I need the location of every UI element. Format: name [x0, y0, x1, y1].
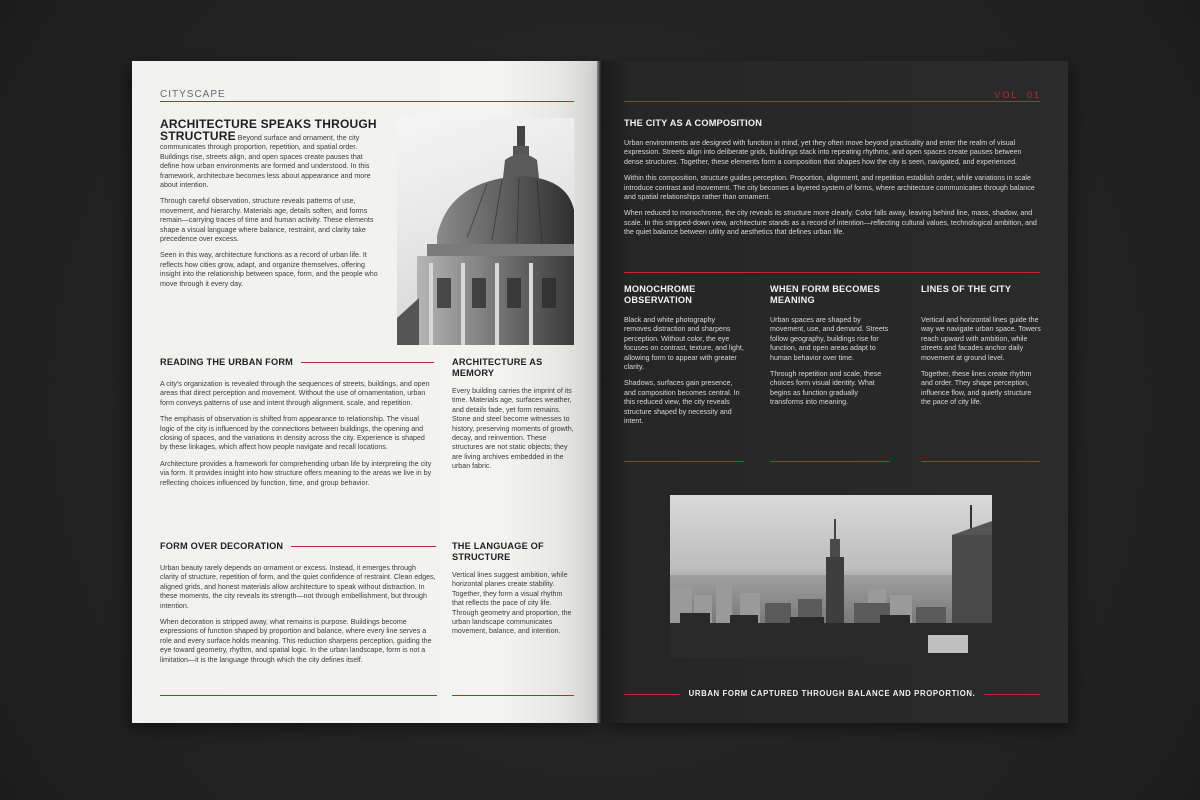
column-paragraph-2: Through repetition and scale, these choices form visual identity. What begins as function gradually transforms into meaning.	[770, 370, 882, 407]
composition-heading: THE CITY AS A COMPOSITION	[624, 118, 763, 128]
feature-article	[160, 117, 378, 296]
column-heading-line1: MONOCHROME	[624, 284, 696, 294]
column-heading-line2: MEANING	[770, 295, 815, 305]
photo-caption: URBAN FORM CAPTURED THROUGH BALANCE AND PROPORTION.	[688, 689, 976, 698]
memory-heading-line2: MEMORY	[452, 368, 495, 378]
column-rule-1	[624, 461, 744, 462]
language-heading-line2: STRUCTURE	[452, 552, 511, 562]
left-page	[132, 61, 599, 723]
skyline-photo	[670, 495, 992, 658]
column-paragraph-1: Urban spaces are shaped by movement, use, and demand. Streets follow geography, buildings rise for function, and open areas adapt to human behavior over time.	[770, 316, 889, 362]
header-rule	[160, 101, 574, 102]
column-paragraph-1: Black and white photography removes distraction and sharpens perception. Without color, the eye focuses on contrast, texture, and light, allowing form to appear with greater clarity.	[624, 316, 744, 372]
feature-paragraph-2: Through careful observation, structure reveals patterns of use, movement, and hierarchy. Materials age, details soften, and forms remain—carrying traces of time and human activity. These elements shape a visual language where balance, restraint, and clarity take precedence over excess.	[160, 197, 374, 244]
decoration-paragraph-2: When decoration is stripped away, what remains is purpose. Buildings become expressions of function shaped by proportion and balance, where every line serves a role and every surface holds meaning. This reduction sharpens perception, guiding the eye toward geometry, rhythm, and spatial logic. In the urban landscape, form is not a limitation—it is the language through which the city defines itself.	[160, 618, 432, 664]
column-rule-3	[921, 461, 1040, 462]
decoration-section	[160, 541, 436, 672]
feature-paragraph-3: Seen in this way, architecture functions as a record of urban life. It reflects how cities grow, adapt, and organize themselves, offering insight into the relationship between space, form, and the people who move through it every day.	[160, 251, 378, 288]
section-divider	[624, 272, 1040, 273]
footer-rule-right	[452, 695, 574, 696]
decoration-heading: FORM OVER DECORATION	[160, 541, 284, 551]
memory-paragraph: Every building carries the imprint of its time. Materials age, surfaces weather, and details fade, yet form remains. Stone and steel become witnesses to history, preserving moments of growth, decay, and reinvention. These structures are not static objects; they are living archives embedded in the urban fabric.	[452, 387, 574, 471]
column-rule-2	[770, 461, 890, 462]
column-paragraph-2: Shadows, surfaces gain presence, and composition becomes central. In this reduced view, the city reveals structure shaped by necessity and intent.	[624, 379, 740, 426]
column-heading-line1: LINES OF THE CITY	[921, 284, 1012, 294]
caption-rule-left	[624, 694, 680, 695]
feature-p1-rest: communicates through proportion, repetition, and spatial order. Buildings rise, streets align, and open spaces create pauses that define how urban environments are formed and understood. In this framework, architecture becomes less about appearance and more about intention.	[160, 143, 371, 190]
memory-section	[452, 357, 574, 479]
column-lines	[921, 284, 1041, 415]
feature-p1-lead: Beyond surface and ornament, the city	[237, 134, 360, 142]
header-rule-right-page	[624, 101, 1040, 102]
reading-section	[160, 357, 434, 495]
composition-paragraph-2: Within this composition, structure guides perception. Proportion, alignment, and repetition establish order, while variations in scale introduce contrast and movement. The city becomes a layered system of forms, where architecture communicates through balance and spatial relationships rather than ornament.	[624, 174, 1035, 202]
feature-heading-line2: STRUCTURE	[160, 129, 236, 143]
caption-rule-right	[984, 694, 1040, 695]
language-heading-line1: THE LANGUAGE OF	[452, 541, 544, 551]
column-meaning	[770, 284, 890, 415]
feature-paragraph-1	[160, 131, 378, 190]
column-heading-line1: WHEN FORM BECOMES	[770, 284, 881, 294]
reading-paragraph-3: Architecture provides a framework for comprehending urban life by interpreting the city via form. It provides insight into how structure offers meaning to the areas we live in by reflecting choices influenced by function, time, and group behavior.	[160, 459, 432, 487]
reading-paragraph-1: A city's organization is revealed through the sequences of streets, buildings, and open areas that direct perception and movement. Without the use of ornamentation, urban form conveys patterns of use and intent through alignment, scale, and repetition.	[160, 380, 430, 407]
composition-section	[624, 118, 1040, 245]
column-heading-line2: OBSERVATION	[624, 295, 693, 305]
language-paragraph: Vertical lines suggest ambition, while horizontal planes create stability. Together, they form a visual rhythm that reflects the pace of city life. Through geometry and proportion, the urban landscape communicates movement, balance, and intention.	[452, 571, 572, 636]
decoration-paragraph-1: Urban beauty rarely depends on ornament or excess. Instead, it emerges through clarity of structure, repetition of form, and the quiet confidence of restraint. Clean edges, aligned grids, and honest materials allow architecture to speak without distraction. In these moments, the city reveals its strength—not through embellishment, but through intention.	[160, 564, 436, 610]
volume-label: VOL 01	[994, 90, 1041, 100]
column-paragraph-2: Together, these lines create rhythm and order. They shape perception, influence flow, and quietly structure the pace of city life.	[921, 370, 1032, 407]
decoration-heading-rule	[291, 546, 436, 547]
composition-paragraph-3: When reduced to monochrome, the city reveals its structure more clearly. Color falls away, leaving behind line, mass, shadow, and scale. In this stripped-down view, architecture stands as a record of intention—reflecting cultural values, technological ambition, and the quiet balance between utility and aesthetics that defines urban life.	[624, 209, 1037, 237]
dome-illustration	[397, 118, 574, 345]
column-monochrome	[624, 284, 744, 433]
skyline-illustration	[670, 495, 992, 658]
reading-heading-rule	[301, 362, 434, 363]
column-paragraph-1: Vertical and horizontal lines guide the way we navigate urban space. Towers reach upward with ambition, while streets and facades anchor daily movement at ground level.	[921, 316, 1041, 362]
reading-paragraph-2: The emphasis of observation is shifted from appearance to relationship. The visual logic of the city is influenced by the connections between buildings, the opening and closing of spaces, and the variations in density across the city. Experience is shaped by these linkages, which affect how people navigate and recall locations.	[160, 415, 425, 452]
composition-paragraph-1: Urban environments are designed with function in mind, yet they often move beyond practicality and enter the realm of visual expression. Streets align into deliberate grids, buildings stack into repeating rhythms, and open spaces create pauses between dense structures. Together, these elements form a composition that shapes how the city is seen, navigated, and experienced.	[624, 139, 1022, 166]
running-head: CITYSCAPE	[160, 89, 226, 100]
dome-photo	[397, 118, 574, 345]
feature-heading-line1: ARCHITECTURE SPEAKS THROUGH	[160, 117, 377, 131]
language-section	[452, 541, 574, 644]
footer-rule-left	[160, 695, 437, 696]
reading-heading: READING THE URBAN FORM	[160, 357, 294, 367]
memory-heading-line1: ARCHITECTURE AS	[452, 357, 543, 367]
right-page	[601, 61, 1068, 723]
